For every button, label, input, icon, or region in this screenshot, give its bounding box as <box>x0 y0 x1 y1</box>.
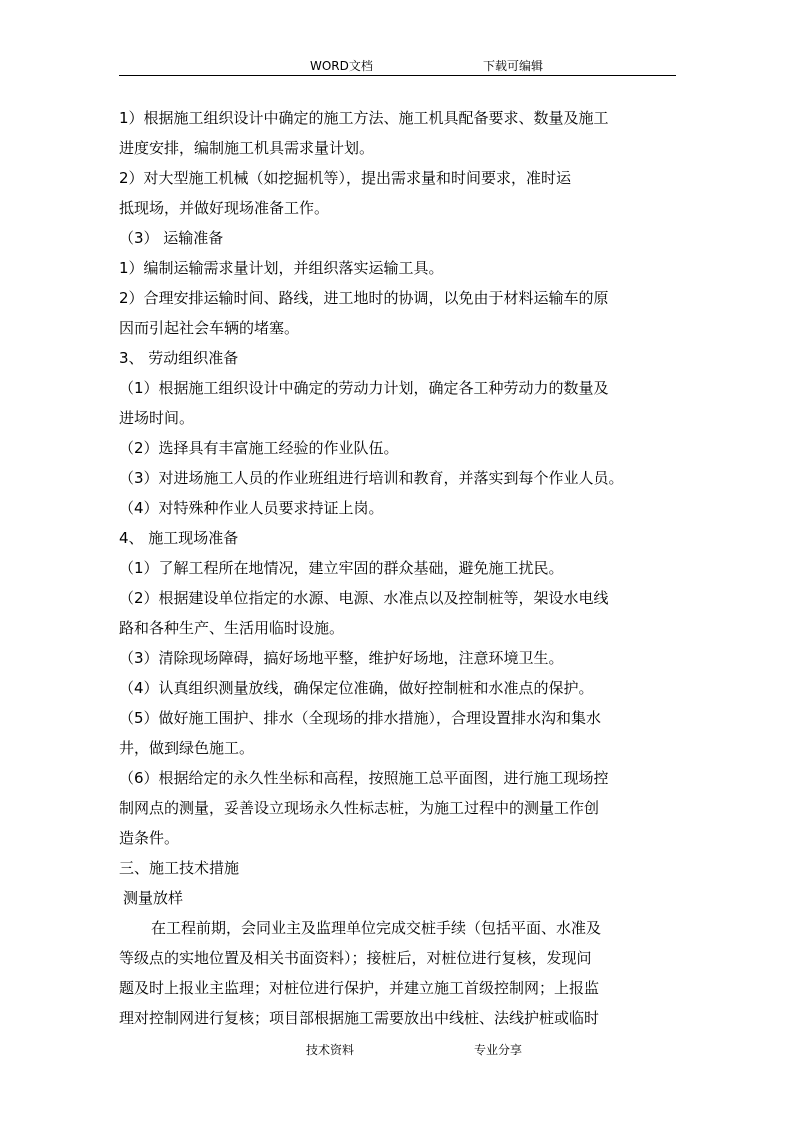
header-right-text: 下载可编辑 <box>483 59 544 73</box>
text-line: （1）了解工程所在地情况，建立牢固的群众基础，避免施工扰民。 <box>119 559 564 577</box>
text-line: 2）合理安排运输时间、路线，进工地时的协调，以免由于材料运输车的原 <box>119 289 609 307</box>
text-line: 进度安排，编制施工机具需求量计划。 <box>119 139 375 157</box>
text-line: 井，做到绿色施工。 <box>119 739 255 757</box>
text-line: 2）对大型施工机械（如挖掘机等），提出需求量和时间要求，准时运 <box>119 169 572 187</box>
text-line: （1）根据施工组织设计中确定的劳动力计划，确定各工种劳动力的数量及 <box>119 379 609 397</box>
footer-left-text: 技术资料 <box>306 1043 355 1057</box>
text-line: （2）选择具有丰富施工经验的作业队伍。 <box>119 439 399 457</box>
section-heading: 3、 劳动组织准备 <box>119 349 239 367</box>
text-line: 抵现场，并做好现场准备工作。 <box>119 199 330 217</box>
text-line: （3）清除现场障碍，搞好场地平整，维护好场地，注意环境卫生。 <box>119 649 564 667</box>
text-line: 因而引起社会车辆的堵塞。 <box>119 319 300 337</box>
text-line: 路和各种生产、生活用临时设施。 <box>119 619 345 637</box>
subsection-heading: 测量放样 <box>123 889 184 907</box>
text-line: 1）编制运输需求量计划，并组织落实运输工具。 <box>119 259 444 277</box>
section-heading: （3） 运输准备 <box>119 229 224 247</box>
section-heading: 4、 施工现场准备 <box>119 529 239 547</box>
text-line: （4）认真组织测量放线，确保定位准确，做好控制桩和水准点的保护。 <box>119 679 594 697</box>
text-line: （3）对进场施工人员的作业班组进行培训和教育，并落实到每个作业人员。 <box>119 469 624 487</box>
text-line: 等级点的实地位置及相关书面资料）；接桩后，对桩位进行复核，发现问 <box>119 949 592 967</box>
text-line: （2）根据建设单位指定的水源、电源、水准点以及控制桩等，架设水电线 <box>119 589 609 607</box>
header-left-text: WORD文档 <box>310 59 373 73</box>
section-heading: 三、施工技术措施 <box>119 859 240 877</box>
footer-right-text: 专业分享 <box>474 1043 523 1057</box>
text-line: 进场时间。 <box>119 409 195 427</box>
text-line: 题及时上报业主监理；对桩位进行保护，并建立施工首级控制网；上报监 <box>119 979 600 997</box>
header-rule <box>119 75 676 76</box>
text-line: （5）做好施工围护、排水（全现场的排水措施），合理设置排水沟和集水 <box>119 709 602 727</box>
text-line: （4）对特殊种作业人员要求持证上岗。 <box>119 499 384 517</box>
text-line: （6）根据给定的永久性坐标和高程，按照施工总平面图，进行施工现场控 <box>119 769 609 787</box>
page-footer <box>0 1042 794 1058</box>
text-line: 理对控制网进行复核；项目部根据施工需要放出中线桩、法线护桩或临时 <box>119 1009 600 1027</box>
text-line: 制网点的测量，妥善设立现场永久性标志桩，为施工过程中的测量工作创 <box>119 799 600 817</box>
text-line: 造条件。 <box>119 829 180 847</box>
document-body <box>119 103 679 1033</box>
page-header <box>0 58 794 74</box>
paragraph-first-line: 在工程前期，会同业主及监理单位完成交桩手续（包括平面、水准及 <box>151 919 602 937</box>
text-line: 1）根据施工组织设计中确定的施工方法、施工机具配备要求、数量及施工 <box>119 109 609 127</box>
